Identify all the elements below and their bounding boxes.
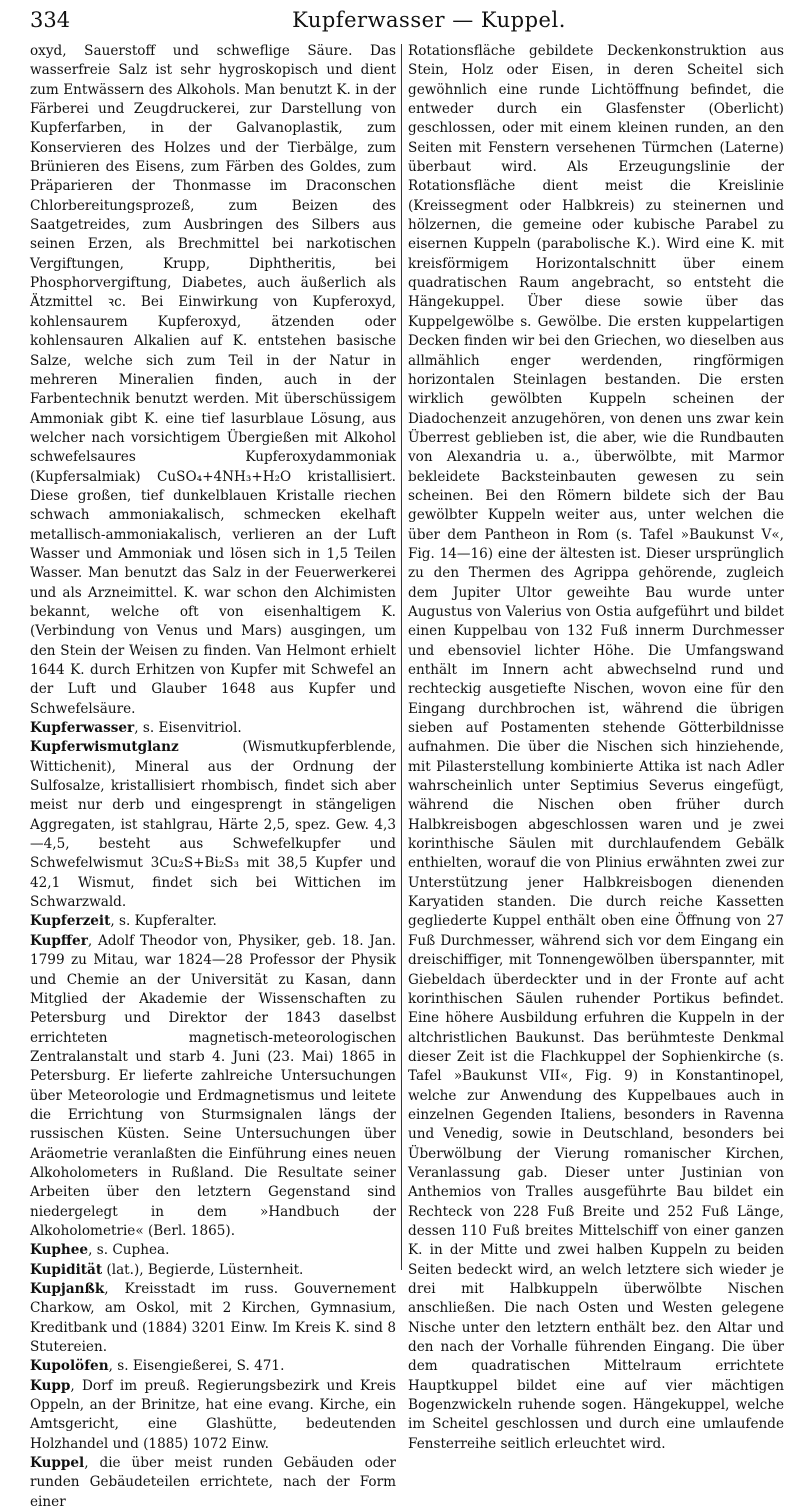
entry-text: (lat.), Begierde, Lüsternheit.	[102, 1261, 304, 1278]
entry-text: , Kreisstadt im russ. Gouvernement Charkow, am Oskol, mit 2 Kirchen, Gymnasium, Kreditbank und (1884) 3201 Einw. Im Kreis K. sind 8 Stutereien.	[30, 1281, 396, 1356]
running-title: Kupferwasser — Kuppel.	[292, 8, 566, 32]
entry-headword: Kupidität	[30, 1261, 103, 1278]
entry-text: , Adolf Theodor von, Physiker, geb. 18. Jan. 1799 zu Mitau, war 1824—28 Professor der Physik und Chemie an der Universität zu Kasan, dann Mitglied der Akademie der Wissenschaften zu Petersburg und Direktor der 1843 daselbst errichteten magnetisch-meteorologischen Zentralanstalt und starb 4. Juni (23. Mai) 1865 in Petersburg. Er lieferte zahlreiche Untersuchungen über Meteorologie und Erdmagnetismus und leitete die Errichtung von Sturmsignalen längs der russischen Küsten. Seine Untersuchungen über Aräometrie veranlaßten die Einführung eines neuen Alkoholometers in Rußland. Die Resultate seiner Arbeiten über den letztern Gegenstand sind niedergelegt in dem »Handbuch der Alkoholometrie« (Berl. 1865).	[30, 932, 396, 1239]
entry-headword: Kupferwismutglanz	[30, 739, 179, 756]
dictionary-entry	[30, 932, 396, 1242]
dictionary-entry	[30, 912, 396, 931]
entry-headword: Kupp	[30, 1377, 71, 1394]
entry-text: (Wismutkupferblende, Wittichenit), Mineral aus der Ordnung der Sulfosalze, kristallisiert rhombisch, findet sich aber meist nur derb und eingesprengt in stängeligen Aggregaten, ist stahlgrau, Härte 2,5, spez. Gew. 4,3—4,5, besteht aus Schwefelkupfer und Schwefelwismut 3Cu₂S+Bi₂S₃ mit 38,5 Kupfer und 42,1 Wismut, findet sich bei Wittichen im Schwarzwald.	[30, 739, 396, 911]
entry-text: , s. Kupferalter.	[110, 913, 217, 930]
dictionary-entry	[30, 1454, 396, 1512]
dictionary-entry	[30, 719, 396, 738]
left-column	[30, 42, 396, 1510]
right-column	[408, 42, 784, 1452]
column-divider	[401, 44, 402, 1270]
entry-text: , s. Cuphea.	[88, 1242, 170, 1259]
entry-text: , s. Eisenvitriol.	[134, 720, 242, 737]
entry-headword: Kuppel	[30, 1455, 85, 1472]
continued-text: Rotationsfläche gebildete Deckenkonstruktion aus Stein, Holz oder Eisen, in deren Scheitel sich gewöhnlich eine runde Lichtöffnung befindet, die entweder durch ein Glasfenster (Oberlicht) geschlossen, oder mit einem kleinen runden, an den Seiten mit Fenstern versehenen Türmchen (Laterne) überbaut wird. Als Erzeugungslinie der Rotationsfläche dient meist die Kreislinie (Kreissegment oder Halbkreis) zu steinernen und hölzernen, die gemeine oder kubische Parabel zu eisernen Kuppeln (parabolische K.). Wird eine K. mit kreisförmigem Horizontalschnitt über einem quadratischen Raum angebracht, so entsteht die Hängekuppel. Über diese sowie über das Kuppelgewölbe s. Gewölbe. Die ersten kuppelartigen Decken finden wir bei den Griechen, wo dieselben aus allmählich enger werdenden, ringförmigen horizontalen Steinlagen bestanden. Die ersten wirklich gewölbten Kuppeln scheinen der Diadochenzeit anzugehören, von denen uns zwar kein Überrest geblieben ist, die aber, wie die Rundbauten von Alexandria u. a., überwölbte, mit Marmor bekleidete Backsteinbauten gewesen zu sein scheinen. Bei den Römern bildete sich der Bau gewölbter Kuppeln weiter aus, unter welchen die über dem Pantheon in Rom (s. Tafel »Baukunst V«, Fig. 14—16) eine der ältesten ist. Dieser ursprünglich zu den Thermen des Agrippa gehörende, zugleich dem Jupiter Ultor geweihte Bau wurde unter Augustus von Valerius von Ostia aufgeführt und bildet einen Kuppelbau von 132 Fuß innerm Durchmesser und ebensoviel lichter Höhe. Die Umfangswand enthält im Innern acht abwechselnd rund und rechteckig ausgetiefte Nischen, wovon eine für den Eingang durchbrochen ist, während die übrigen sieben auf Postamenten stehende Götterbildnisse aufnahmen. Die über die Nischen sich hinziehende, mit Pilasterstellung kombinierte Attika ist nach Adler wahrscheinlich unter Septimius Severus eingefügt, während die Nischen oben früher durch Halbkreisbogen abgeschlossen waren und je zwei korinthische Säulen mit durchlaufendem Gebälk enthielten, worauf die von Plinius erwähnten zwei zur Unterstützung jener Halbkreisbogen dienenden Karyatiden standen. Die durch reiche Kassetten gegliederte Kuppel enthält oben eine Öffnung von 27 Fuß Durchmesser, während sich vor dem Eingang ein dreischiffiger, mit Tonnengewölben überspannter, mit Giebeldach überdeckter und in der Fronte auf acht korinthischen Säulen ruhender Portikus befindet. Eine höhere Ausbildung erfuhren die Kuppeln in der altchristlichen Baukunst. Das berühmteste Denkmal dieser Zeit ist die Flachkuppel der Sophienkirche (s. Tafel »Baukunst VII«, Fig. 9) in Konstantinopel, welche zur Anwendung des Kuppelbaues auch in einzelnen Gegenden Italiens, besonders in Ravenna und Venedig, sowie in Deutschland, besonders bei Überwölbung der Vierung romanischer Kirchen, Veranlassung gab. Dieser unter Justinian von Anthemios von Tralles ausgeführte Bau bildet ein Rechteck von 228 Fuß Breite und 252 Fuß Länge, dessen 110 Fuß breites Mittelschiff von einer ganzen K. in der Mitte und zwei halben Kuppeln zu beiden Seiten bedeckt wird, an welch letztere sich wieder je drei mit Halbkuppeln überwölbte Nischen anschließen. Die nach Osten und Westen gelegene Nische unter den letztern enthält bez. den Altar und den nach der Vorhalle führenden Eingang. Die über dem quadratischen Mittelraum errichtete Hauptkuppel bildet eine auf vier mächtigen Bogenzwickeln ruhende sogen. Hängekuppel, welche im Scheitel geschlossen und durch eine umlaufende Fensterreihe seitlich erleuchtet wird.	[408, 43, 784, 1452]
entry-headword: Kuphee	[30, 1242, 89, 1259]
page-header	[30, 6, 788, 36]
dictionary-entry	[30, 1280, 396, 1357]
dictionary-entry	[30, 1241, 396, 1260]
entry-headword: Kupolöfen	[30, 1358, 109, 1375]
entry-headword: Kupferzeit	[30, 913, 111, 930]
entry-text: , die über meist runden Gebäuden oder runden Gebäudeteilen errichtete, nach der Form einer	[30, 1455, 396, 1510]
dictionary-entry	[30, 738, 396, 912]
entry-headword: Kupffer	[30, 932, 88, 949]
entry-text: , s. Eisengießerei, S. 471.	[108, 1358, 285, 1375]
dictionary-entry	[30, 1357, 396, 1376]
page-number: 334	[30, 8, 71, 32]
entry-text: , Dorf im preuß. Regierungsbezirk und Kreis Oppeln, an der Brinitze, hat eine evang. Kirche, ein Amtsgericht, eine Glashütte, bedeutenden Holzhandel und (1885) 1072 Einw.	[30, 1377, 396, 1452]
dictionary-entry	[30, 1377, 396, 1454]
continued-text: oxyd, Sauerstoff und schweflige Säure. Das wasserfreie Salz ist sehr hygroskopisch und dient zum Entwässern des Alkohols. Man benutzt K. in der Färberei und Zeugdruckerei, zur Darstellung von Kupferfarben, in der Galvanoplastik, zum Konservieren des Holzes und der Tierbälge, zum Brünieren des Eisens, zum Färben des Goldes, zum Präparieren der Thonmasse im Draconschen Chlorbereitungsprozeß, zum Beizen des Saatgetreides, zum Ausbringen des Silbers aus seinen Erzen, als Brechmittel bei narkotischen Vergiftungen, Krupp, Diphtheritis, bei Phosphorvergiftung, Diabetes, auch äußerlich als Ätzmittel ꝛc. Bei Einwirkung von Kupferoxyd, kohlensaurem Kupferoxyd, ätzenden oder kohlensauren Alkalien auf K. entstehen basische Salze, welche sich zum Teil in der Natur in mehreren Mineralien finden, auch in der Farbentechnik benutzt werden. Mit überschüssigem Ammoniak gibt K. eine tief lasurblaue Lösung, aus welcher nach vorsichtigem Übergießen mit Alkohol schwefelsaures Kupferoxydammoniak (Kupfersalmiak) CuSO₄+4NH₃+H₂O kristallisiert. Diese großen, tief dunkelblauen Kristalle riechen schwach ammoniakalisch, schmecken ekelhaft metallisch-ammoniakalisch, verlieren an der Luft Wasser und Ammoniak und lösen sich in 1,5 Teilen Wasser. Man benutzt das Salz in der Feuerwerkerei und als Arzneimittel. K. war schon den Alchimisten bekannt, welche oft von eisenhaltigem K. (Verbindung von Venus und Mars) ausgingen, um den Stein der Weisen zu finden. Van Helmont erhielt 1644 K. durch Erhitzen von Kupfer mit Schwefel an der Luft und Glauber 1648 aus Kupfer und Schwefelsäure.	[30, 43, 396, 717]
dictionary-entry	[30, 1261, 396, 1280]
entry-headword: Kupjanßk	[30, 1281, 105, 1297]
entry-headword: Kupferwasser	[30, 720, 135, 737]
